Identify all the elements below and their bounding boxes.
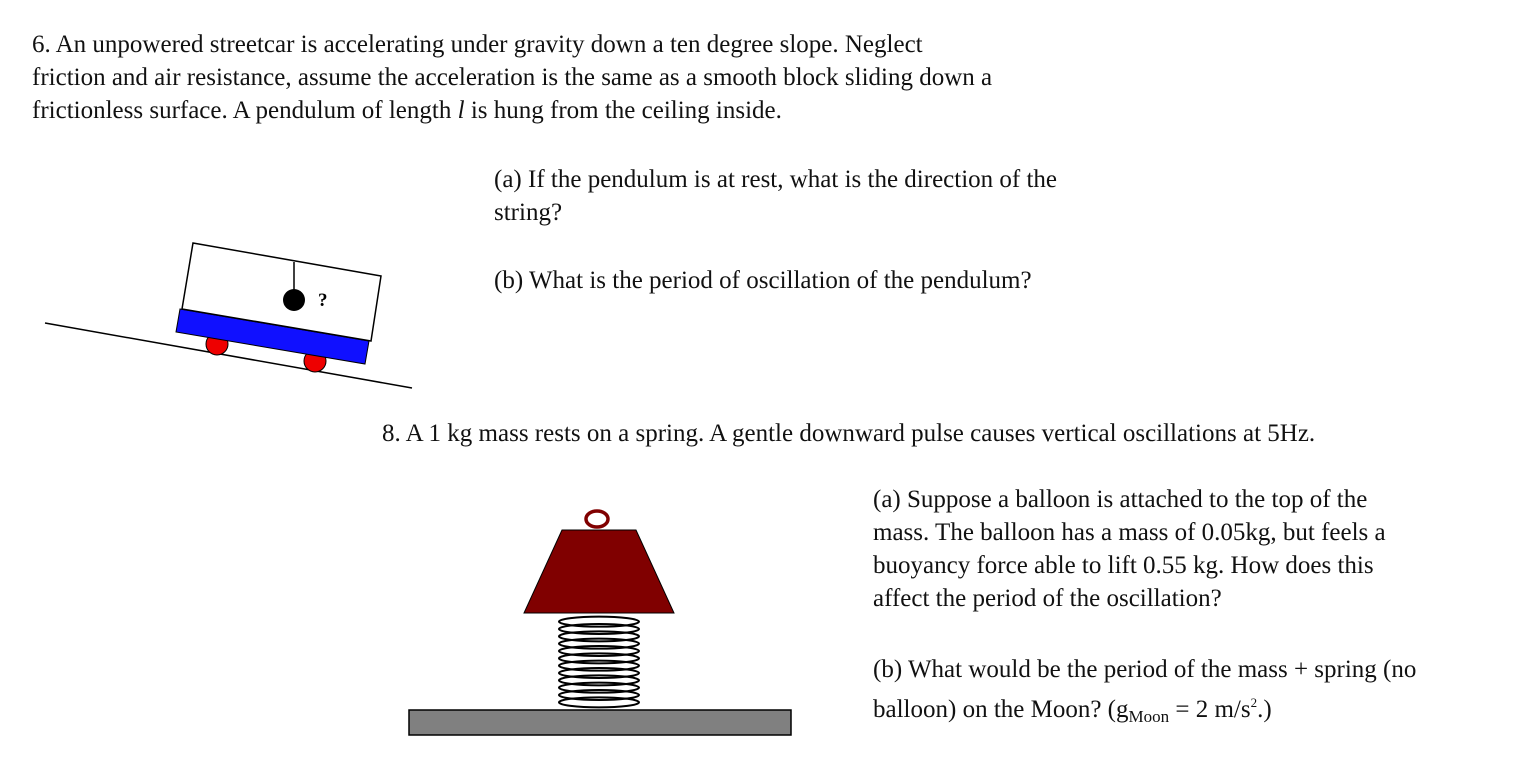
q8-part-b-line1: (b) What would be the period of the mass + spring (no bbox=[873, 656, 1417, 683]
q8-part-b-line2-end: .) bbox=[1257, 696, 1272, 723]
q8-part-a-line1: (a) Suppose a balloon is attached to the top of the bbox=[873, 486, 1368, 513]
q6-part-a-line2: string? bbox=[494, 199, 563, 226]
trapezoid-mass bbox=[524, 530, 674, 613]
pendulum-length-variable: l bbox=[457, 97, 465, 124]
spring bbox=[559, 617, 639, 708]
q6-intro-line2: friction and air resistance, assume the acceleration is the same as a smooth block sliding down a bbox=[32, 64, 993, 91]
q8-part-a-line4: affect the period of the oscillation? bbox=[873, 585, 1222, 612]
q8-part-b-line2-start: balloon) on the Moon? (g bbox=[873, 696, 1129, 723]
pendulum-bob bbox=[283, 289, 305, 311]
spring-mass-diagram bbox=[409, 511, 791, 735]
q6-part-b: (b) What is the period of oscillation of the pendulum? bbox=[494, 267, 1032, 294]
ground-block bbox=[409, 710, 791, 735]
q8-intro: 8. A 1 kg mass rests on a spring. A gentle downward pulse causes vertical oscillations at 5Hz. bbox=[382, 420, 1316, 447]
streetcar-diagram bbox=[45, 243, 412, 388]
q8-part-a-line3: buoyancy force able to lift 0.55 kg. How does this bbox=[873, 552, 1374, 579]
q6-intro-line3-start: frictionless surface. A pendulum of length bbox=[32, 97, 458, 124]
q6-part-a-line1: (a) If the pendulum is at rest, what is the direction of the bbox=[494, 166, 1058, 193]
spring-coil bbox=[559, 697, 639, 707]
squared-superscript: 2 bbox=[1250, 695, 1258, 710]
q6-intro-line3-end: is hung from the ceiling inside. bbox=[464, 97, 782, 124]
q6-intro-line1: 6. An unpowered streetcar is accelerating under gravity down a ten degree slope. Neglect bbox=[32, 31, 923, 58]
q8-part-b-line2-mid: = 2 m/s bbox=[1169, 696, 1251, 723]
mass-hook-ring bbox=[586, 511, 608, 527]
pendulum-question-mark: ? bbox=[318, 290, 328, 311]
moon-subscript: Moon bbox=[1128, 707, 1170, 726]
q8-part-a-line2: mass. The balloon has a mass of 0.05kg, but feels a bbox=[873, 519, 1386, 546]
